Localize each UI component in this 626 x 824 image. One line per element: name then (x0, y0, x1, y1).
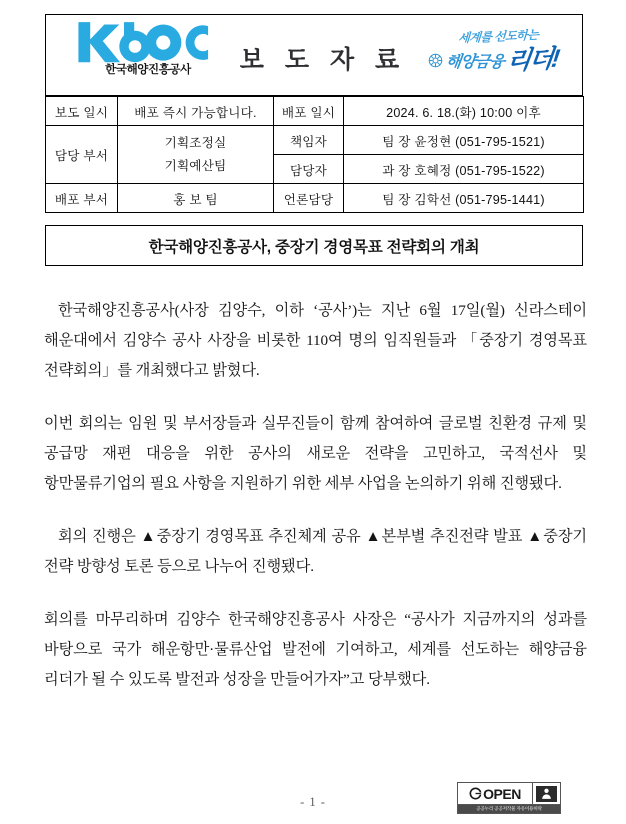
release-date-label: 보도 일시 (46, 97, 118, 126)
document-header (45, 14, 583, 96)
distribution-dept-value: 홍 보 팀 (118, 184, 274, 213)
page-title: 한국해양진흥공사, 중장기 경영목표 전략회의 개최 (148, 238, 480, 256)
manager-label: 책임자 (274, 126, 344, 155)
document-kind-title: 보 도 자 료 (239, 46, 407, 74)
responsible-dept-value (118, 126, 274, 184)
slogan-top-text: 세계를 선도하는 (457, 27, 539, 46)
press-contact-label: 언론담당 (274, 184, 344, 213)
kogl-open-license-mark (457, 782, 561, 814)
distribution-date-label: 배포 일시 (274, 97, 344, 126)
table-row (46, 184, 584, 213)
kogl-open-text (469, 786, 521, 802)
dept-line-1: 기획조정실 (164, 136, 227, 151)
distribution-date-value: 2024. 6. 18.(화) 10:00 이후 (344, 97, 584, 126)
kobc-logo-icon (69, 19, 226, 63)
manager-value: 팀 장 윤정현 (051-795-1521) (344, 126, 584, 155)
logo-subtitle: 한국해양진흥공사 (105, 64, 191, 76)
press-contact-value: 팀 장 김학선 (051-795-1441) (344, 184, 584, 213)
ships-wheel-icon (428, 53, 443, 68)
slogan-mid-text: 해양금융 (444, 54, 505, 71)
body-paragraph: 이번 회의는 임원 및 부서장들과 실무진들이 함께 참여하여 글로벌 친환경 규제 및 공급망 재편 대응을 위한 공사의 새로운 전략을 고민하고, 국적선사 및 항만물류기업의 필요 사항을 지원하기 위한 세부 사업을 논의하기 위해 진행됐다. (44, 415, 587, 492)
page-number: - 1 - (300, 795, 326, 809)
open-circle-icon (469, 787, 482, 800)
press-info-table (45, 96, 584, 213)
dept-line-2: 기획예산팀 (164, 158, 227, 173)
person-attribution-icon (540, 787, 553, 800)
kogl-open-logo (458, 783, 533, 804)
release-date-value: 배포 즉시 가능합니다. (118, 97, 274, 126)
article-body (44, 296, 587, 695)
kogl-attribution-badge (533, 783, 560, 804)
body-paragraph: 회의 진행은 ▲중장기 경영목표 추진체계 공유 ▲본부별 추진전략 발표 ▲중장기 전략 방향성 토론 등으로 나누어 진행됐다. (44, 528, 587, 575)
kogl-open-label: OPEN (483, 785, 521, 802)
kobc-logo (64, 19, 232, 77)
distribution-dept-label: 배포 부서 (46, 184, 118, 213)
table-row (46, 97, 584, 126)
contact-label: 담당자 (274, 155, 344, 184)
contact-value: 과 장 호혜정 (051-795-1522) (344, 155, 584, 184)
kogl-caption: 공공누리 공공저작물 자유이용허락 (458, 804, 560, 813)
body-paragraph: 한국해양진흥공사(사장 김양수, 이하 ‘공사’)는 지난 6월 17일(월) 신라스테이 해운대에서 김양수 공사 사장을 비롯한 110여 명의 임직원들과 「중장기 경영목표 전략회의」를 개최했다고 밝혔다. (44, 302, 587, 379)
table-row (46, 126, 584, 155)
slogan-big-text: 리더! (505, 44, 560, 76)
headline-box (45, 225, 583, 266)
responsible-dept-label: 담당 부서 (46, 126, 118, 184)
body-paragraph: 회의를 마무리하며 김양수 한국해양진흥공사 사장은 “공사가 지금까지의 성과를 바탕으로 국가 해운항만·물류산업 발전에 기여하고, 세계를 선도하는 해양금융 리더가 될 수 있도록 발전과 성장을 만들어가자”고 당부했다. (44, 611, 587, 688)
slogan-emblem (409, 27, 577, 76)
